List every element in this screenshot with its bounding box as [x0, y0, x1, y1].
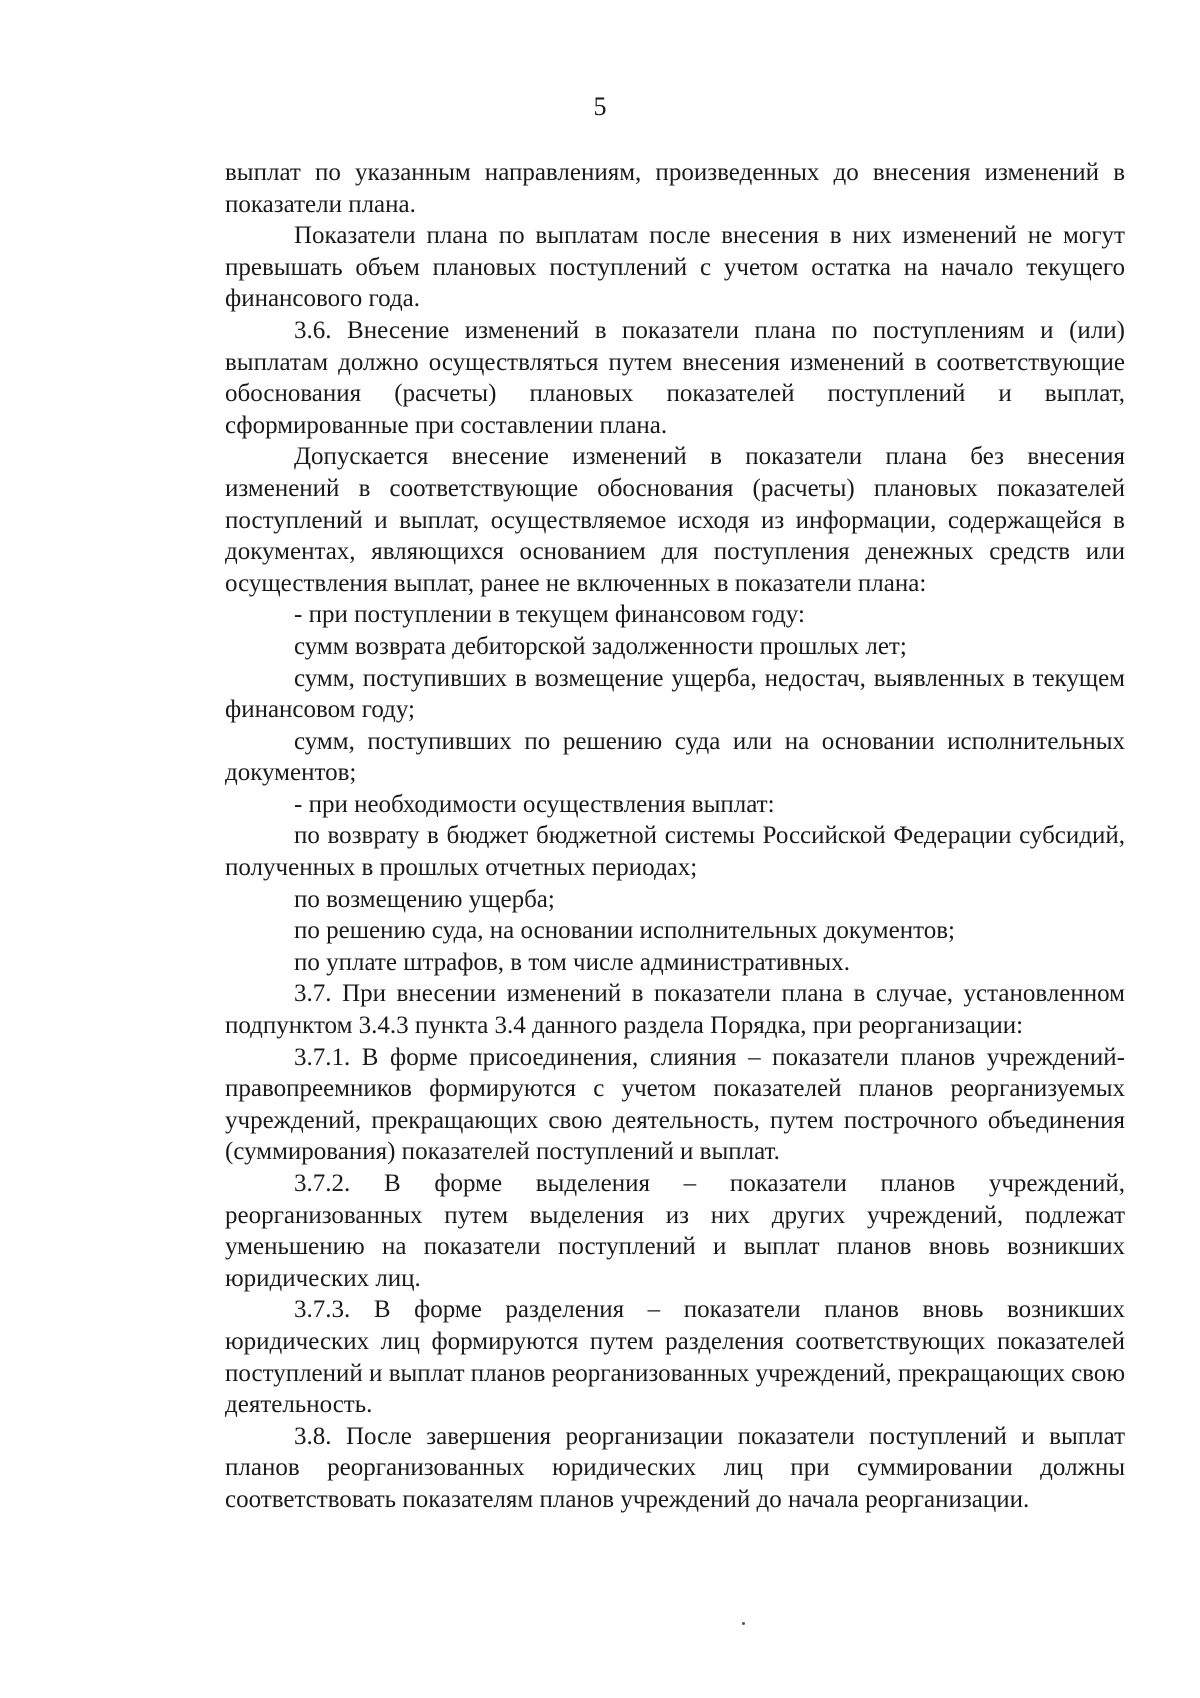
paragraph-3-7-2: 3.7.2. В форме выделения – показатели планов учреждений, реорганизованных путем выделения из них других учреждений, подлежат уменьшению на показатели поступлений и выплат планов вновь возникших юридических лиц. [225, 1170, 1125, 1292]
page-number: 5 [593, 92, 607, 121]
list-item: по возмещению ущерба; [294, 885, 555, 913]
paragraph-3-7-1: 3.7.1. В форме присоединения, слияния – показатели планов учреждений-правопреемников формируются с учетом показателей планов реорганизуемых учреждений, прекращающих свою деятельность, путем построчного объединения (суммирования) показателей поступлений и выплат. [225, 1043, 1125, 1166]
list-heading: - при поступлении в текущем финансовом году: [294, 601, 805, 629]
paragraph-continuation: выплат по указанным направлениям, произведенных до внесения изменений в показатели плана. [225, 159, 1125, 218]
document-body [225, 157, 1125, 1516]
list-item: по решению суда, на основании исполнительных документов; [294, 917, 955, 945]
paragraph-3-6: 3.6. Внесение изменений в показатели плана по поступлениям и (или) выплатам должно осуществляться путем внесения изменений в соответствующие обоснования (расчеты) плановых показателей поступлений и выплат, сформированные при составлении плана. [225, 316, 1125, 439]
list-item: по уплате штрафов, в том числе административных. [294, 948, 850, 976]
paragraph: Показатели плана по выплатам после внесения в них изменений не могут превышать объем плановых поступлений с учетом остатка на начало текущего финансового года. [225, 222, 1125, 313]
list-item: сумм, поступивших по решению суда или на основании исполнительных документов; [225, 727, 1125, 787]
paragraph-3-7: 3.7. При внесении изменений в показатели плана в случае, установленном подпунктом 3.4.3 пункта 3.4 данного раздела Порядка, при реорганизации: [225, 980, 1125, 1040]
paragraph-3-8: 3.8. После завершения реорганизации показатели поступлений и выплат планов реорганизованных юридических лиц при суммировании должны соответствовать показателям планов учреждений до начала реорганизации. [225, 1422, 1125, 1513]
paragraph: Допускается внесение изменений в показатели плана без внесения изменений в соответствующие обоснования (расчеты) плановых показателей поступлений и выплат, осуществляемое исходя из информации, содержащейся в документах, являющихся основанием для поступления денежных средств или осуществления выплат, ранее не включенных в показатели плана: [225, 443, 1125, 597]
list-item: по возврату в бюджет бюджетной системы Российской Федерации субсидий, полученных в прошлых отчетных периодах; [225, 822, 1125, 882]
paragraph-3-7-3: 3.7.3. В форме разделения – показатели планов вновь возникших юридических лиц формируются путем разделения соответствующих показателей поступлений и выплат планов реорганизованных учреждений, прекращающих свою деятельность. [225, 1296, 1125, 1419]
list-item: сумм возврата дебиторской задолженности прошлых лет; [294, 632, 907, 660]
list-heading: - при необходимости осуществления выплат: [294, 790, 775, 818]
list-item: сумм, поступивших в возмещение ущерба, недостач, выявленных в текущем финансовом году; [225, 664, 1125, 724]
scan-artifact-dot [742, 1622, 745, 1625]
